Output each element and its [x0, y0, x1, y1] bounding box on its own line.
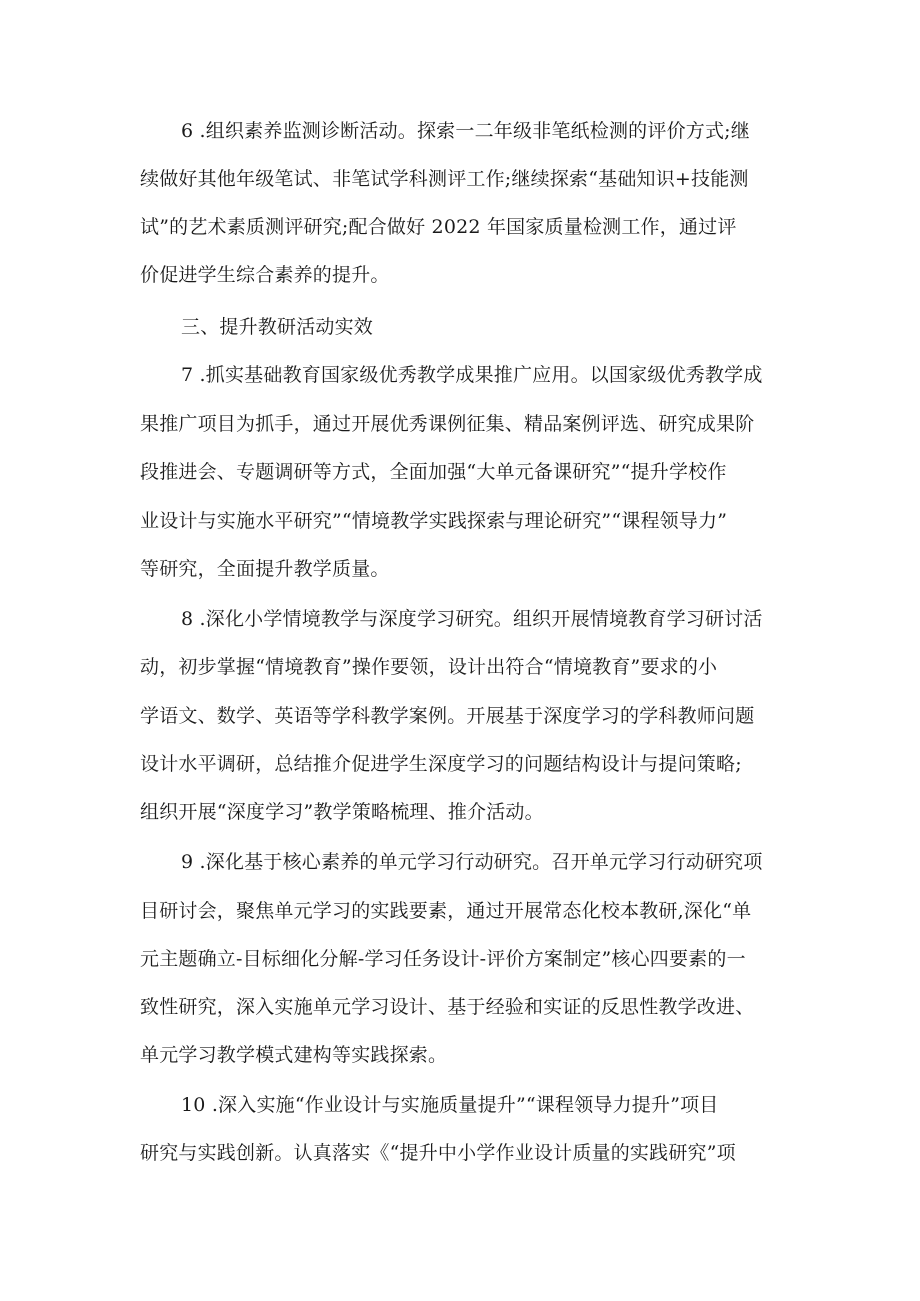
- paragraph-9-line-1: 9 .深化基于核心素养的单元学习行动研究。召开单元学习行动研究项: [181, 851, 763, 873]
- paragraph-7-line-4: 业设计与实施水平研究”“情境教学实践探索与理论研究”“课程领导力”: [140, 510, 728, 532]
- paragraph-8-line-5: 组织开展“深度学习”教学策略梳理、推介活动。: [140, 801, 544, 823]
- paragraph-7-line-3: 段推进会、专题调研等方式，全面加强“大单元备课研究”“提升学校作: [140, 461, 727, 483]
- paragraph-7-line-5: 等研究，全面提升教学质量。: [140, 558, 390, 580]
- paragraph-6-line-1: 6 .组织素养监测诊断活动。探索一二年级非笔纸检测的评价方式;继: [181, 120, 750, 142]
- paragraph-10-line-2: 研究与实践创新。认真落实《“提升中小学作业设计质量的实践研究”项: [140, 1142, 736, 1164]
- paragraph-6-line-2: 续做好其他年级笔试、非笔试学科测评工作;继续探索“基础知识+技能测: [140, 168, 749, 190]
- paragraph-10-line-1: 10 .深入实施“作业设计与实施质量提升”“课程领导力提升”项目: [181, 1094, 719, 1116]
- paragraph-8-line-1: 8 .深化小学情境教学与深度学习研究。组织开展情境教育学习研讨活: [181, 608, 763, 630]
- paragraph-6-line-4: 价促进学生综合素养的提升。: [140, 264, 390, 286]
- paragraph-6-line-3: 试”的艺术素质测评研究;配合做好 2022 年国家质量检测工作，通过评: [140, 216, 737, 238]
- paragraph-8-line-2: 动，初步掌握“情境教育”操作要领，设计出符合“情境教育”要求的小: [140, 656, 718, 678]
- paragraph-8-line-4: 设计水平调研，总结推介促进学生深度学习的问题结构设计与提问策略;: [140, 753, 742, 775]
- paragraph-7-line-2: 果推广项目为抓手，通过开展优秀课例征集、精品案例评选、研究成果阶: [140, 413, 755, 435]
- paragraph-9-line-3: 元主题确立-目标细化分解-学习任务设计-评价方案制定”核心四要素的一: [140, 948, 746, 970]
- paragraph-8-line-3: 学语文、数学、英语等学科教学案例。开展基于深度学习的学科教师问题: [140, 705, 755, 727]
- paragraph-9-line-4: 致性研究，深入实施单元学习设计、基于经验和实证的反思性教学改进、: [140, 996, 755, 1018]
- paragraph-9-line-2: 目研讨会，聚焦单元学习的实践要素，通过开展常态化校本教研,深化“单: [140, 900, 752, 922]
- paragraph-7-line-1: 7 .抓实基础教育国家级优秀教学成果推广应用。以国家级优秀教学成: [181, 364, 763, 386]
- paragraph-9-line-5: 单元学习教学模式建构等实践探索。: [140, 1044, 448, 1066]
- section-heading-3: 三、提升教研活动实效: [181, 316, 374, 338]
